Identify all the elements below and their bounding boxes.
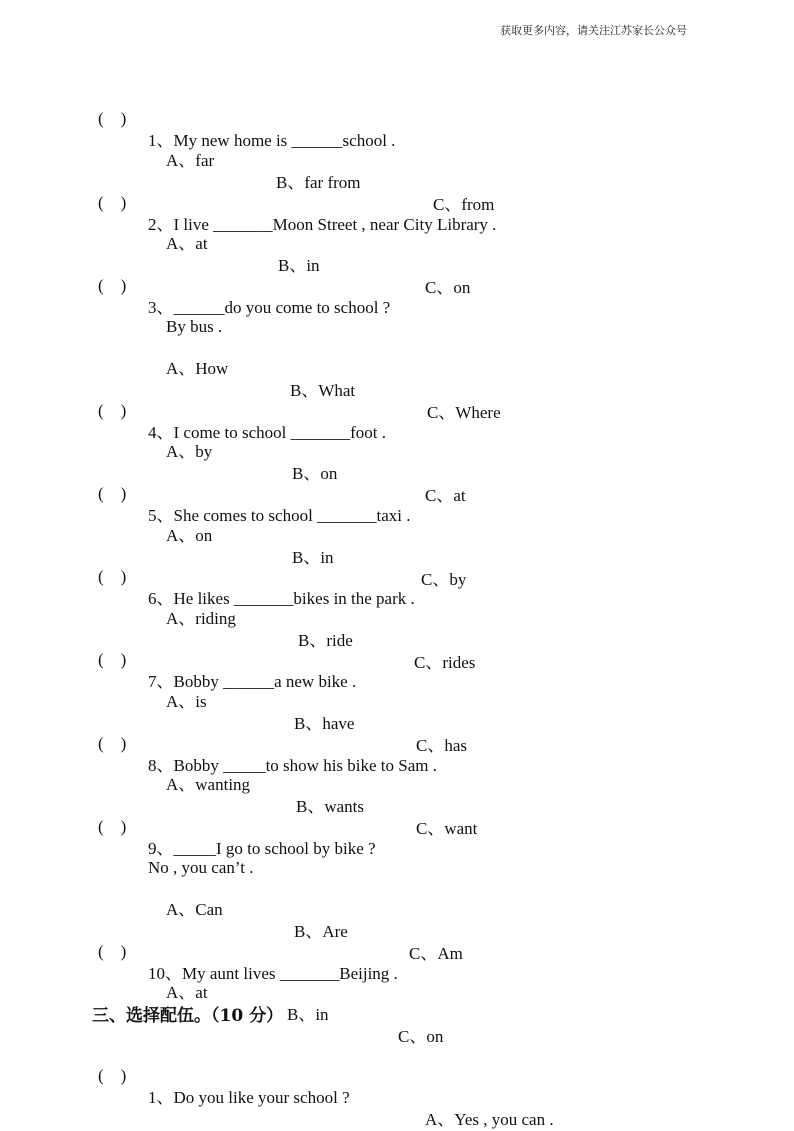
question-text: 1、My new home is ______school . <box>148 131 396 150</box>
option-c: C、Am <box>409 944 463 963</box>
option-b: B、ride <box>298 631 353 650</box>
question-text: 3、______do you come to school ? <box>148 298 391 317</box>
option-b: B、have <box>294 714 355 733</box>
answer-blank[interactable]: ( ) <box>98 193 127 212</box>
option-b: B、in <box>287 1005 329 1024</box>
option-c: C、on <box>425 278 471 297</box>
option-c: C、by <box>421 570 467 589</box>
answer-blank[interactable]: ( ) <box>98 484 127 503</box>
matching-question: 1、Do you like your school ? <box>148 1088 350 1107</box>
answer-blank[interactable]: ( ) <box>98 401 127 420</box>
option-a: A、How <box>166 359 229 378</box>
option-c: C、has <box>416 736 467 755</box>
option-a: A、riding <box>166 609 236 628</box>
answer-blank[interactable]: ( ) <box>98 1066 127 1085</box>
answer-blank[interactable]: ( ) <box>98 734 127 753</box>
option-c: C、Where <box>427 403 501 422</box>
answer-blank[interactable]: ( ) <box>98 567 127 586</box>
option-b: B、in <box>278 256 320 275</box>
option-c: C、at <box>425 486 466 505</box>
question-text: 2、I live _______Moon Street , near City Library . <box>148 215 497 234</box>
answer-blank[interactable]: ( ) <box>98 942 127 961</box>
question-text: 5、She comes to school _______taxi . <box>148 506 411 525</box>
option-a: A、by <box>166 442 213 461</box>
question-text: 6、He likes _______bikes in the park . <box>148 589 415 608</box>
response-text: By bus . <box>166 317 223 336</box>
option-a: A、Can <box>166 900 223 919</box>
question-text: 8、Bobby _____to show his bike to Sam . <box>148 756 438 775</box>
option-c: C、on <box>398 1027 444 1046</box>
option-c: C、want <box>416 819 478 838</box>
page-header: 获取更多内容，请关注江苏家长公众号 <box>500 24 687 37</box>
answer-blank[interactable]: ( ) <box>98 817 127 836</box>
option-b: B、in <box>292 548 334 567</box>
question-text: 7、Bobby ______a new bike . <box>148 672 357 691</box>
answer-blank[interactable]: ( ) <box>98 276 127 295</box>
option-a: A、on <box>166 526 213 545</box>
option-b: B、Are <box>294 922 348 941</box>
question-9-response <box>0 835 254 879</box>
option-c: C、from <box>433 195 495 214</box>
option-b: B、far from <box>276 173 361 192</box>
response-text: No , you can’t . <box>148 858 254 877</box>
option-b: B、What <box>290 381 356 400</box>
answer-blank[interactable]: ( ) <box>98 650 127 669</box>
option-b: B、wants <box>296 797 364 816</box>
option-a: A、is <box>166 692 207 711</box>
option-a: A、far <box>166 151 215 170</box>
option-b: B、on <box>292 464 338 483</box>
question-text: 4、I come to school _______foot . <box>148 423 386 442</box>
option-c: C、rides <box>414 653 476 672</box>
option-a: A、at <box>166 234 208 253</box>
question-text: 9、_____I go to school by bike ? <box>148 839 376 858</box>
matching-item-1 <box>0 1043 554 1131</box>
matching-answer: A、Yes , you can . <box>425 1110 554 1129</box>
option-a: A、at <box>166 983 208 1002</box>
question-3-response <box>0 294 223 338</box>
answer-blank[interactable]: ( ) <box>98 109 127 128</box>
question-text: 10、My aunt lives _______Beijing . <box>148 964 398 983</box>
section-title: 三、选择配伍。（10 分） <box>92 1006 284 1026</box>
option-a: A、wanting <box>166 775 251 794</box>
